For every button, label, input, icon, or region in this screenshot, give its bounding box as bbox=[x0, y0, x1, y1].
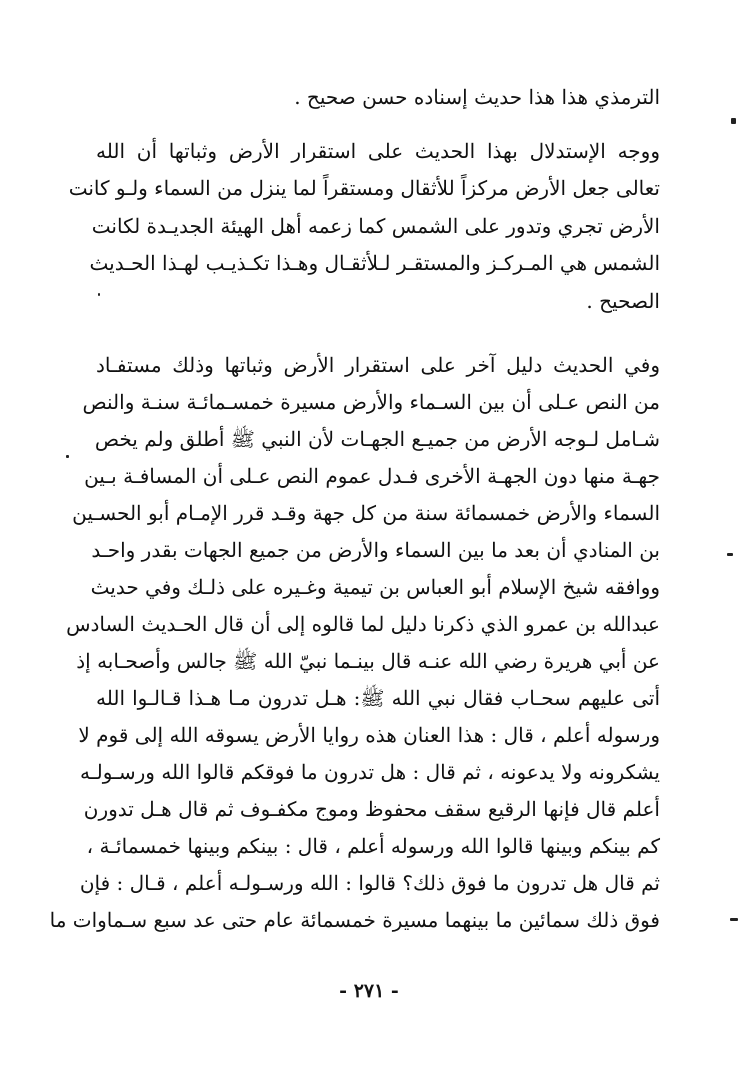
text-line-8: من النص عـلى أن بين السـماء والأرض مسيرة خمسـمائـة سنـة والنص bbox=[82, 390, 660, 414]
text-line-2: ووجه الإستدلال بهذا الحديث على استقرار الأرض وثباتها أن الله bbox=[96, 139, 660, 163]
text-line-22: فوق ذلك سمائين ما بينهما مسيرة خمسمائة عام حتى عد سبع سـماوات ما bbox=[49, 908, 660, 932]
text-line-15: عن أبي هريرة رضي الله عنـه قال بينـما نبيّ الله ﷺ جالس وأصحـابه إذ bbox=[76, 649, 660, 673]
text-line-14: عبدالله بن عمرو الذي ذكرنا دليل لما قالوه إلى أن قال الحـديث السادس bbox=[66, 612, 660, 636]
text-line-6: الصحيح . bbox=[586, 289, 660, 313]
text-line-18: يشكرونه ولا يدعونه ، ثم قال : هل تدرون ما فوقكم قالوا الله ورسـولـه bbox=[80, 760, 660, 784]
text-line-5: الشمس هي المـركـز والمستقـر لـلأثقـال وهـذا تكـذيـب لهـذا الحـديث bbox=[89, 251, 660, 275]
text-line-9: شـامل لـوجه الأرض من جميـع الجهـات لأن النبي ﷺ أطلق ولم يخص bbox=[94, 427, 660, 451]
scan-mark bbox=[730, 918, 738, 921]
text-line-13: ووافقه شيخ الإسلام أبو العباس بن تيمية وغـيره على ذلـك وفي حديث bbox=[90, 575, 660, 599]
text-line-19: أعلم قال فإنها الرقيع سقف محفوظ وموج مكفـوف ثم قال هـل تدورن bbox=[83, 797, 660, 821]
scan-mark bbox=[66, 455, 69, 458]
text-line-17: ورسوله أعلم ، قال : هذا العنان هذه روايا الأرض يسوقه الله إلى قوم لا bbox=[78, 723, 660, 747]
text-line-21: ثم قال هل تدرون ما فوق ذلك؟ قالوا : الله ورسـولـه أعلم ، قـال : فإن bbox=[79, 871, 660, 895]
text-line-10: جهـة منها دون الجهـة الأخرى فـدل عموم النص عـلى أن المسافـة بـين bbox=[84, 464, 660, 488]
text-line-12: بن المنادي أن بعد ما بين السماء والأرض من جميع الجهات بقدر واحـد bbox=[91, 538, 660, 562]
text-line-3: تعالى جعل الأرض مركزاً للأثقال ومستقراً لما ينزل من السماء ولـو كانت bbox=[68, 176, 660, 200]
text-line-4: الأرض تجري وتدور على الشمس كما زعمه أهل الهيئة الجديـدة لكانت bbox=[91, 214, 660, 238]
text-line-11: السماء والأرض خمسمائة سنة من كل جهة وقـد قرر الإمـام أبو الحسـين bbox=[72, 501, 660, 525]
scan-mark bbox=[98, 293, 100, 296]
scan-mark bbox=[731, 118, 736, 124]
text-line-20: كم بينكم وبينها قالوا الله ورسوله أعلم ، قال : بينكم وبينها خمسمائـة ، bbox=[86, 834, 660, 858]
text-line-1: الترمذي هذا هذا حديث إسناده حسن صحيح . bbox=[294, 85, 660, 109]
text-line-7: وفي الحديث دليل آخر على استقرار الأرض وثباتها وذلك مستفـاد bbox=[96, 353, 660, 377]
page-number: - ٢٧١ - bbox=[339, 980, 399, 1002]
text-line-16: أتى عليهم سحـاب فقال نبي الله ﷺ: هـل تدرون مـا هـذا قـالـوا الله bbox=[96, 686, 660, 710]
scan-mark bbox=[727, 553, 733, 556]
